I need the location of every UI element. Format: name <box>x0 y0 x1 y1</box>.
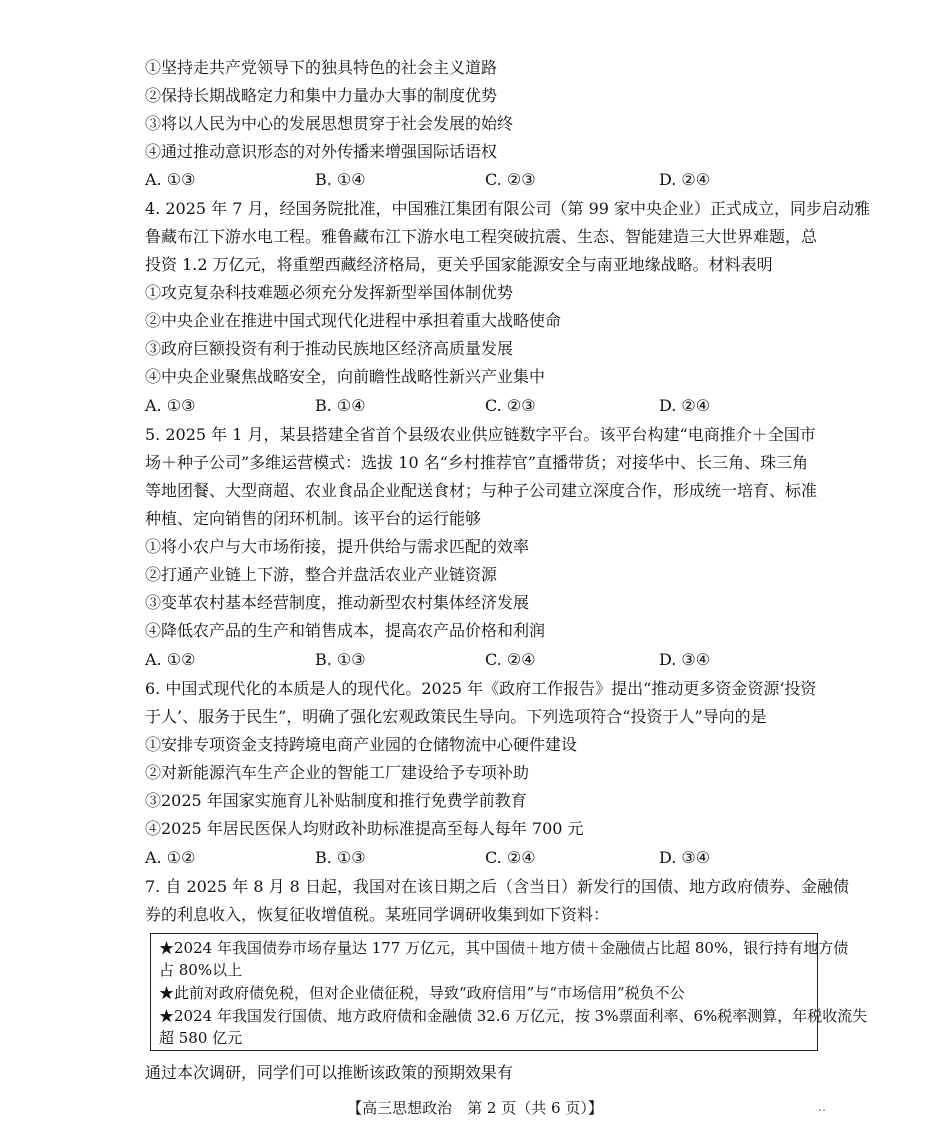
q5-item-4: ④降低农产品的生产和销售成本，提高农产品价格和利润 <box>145 621 546 640</box>
q3-item-3: ③将以人民为中心的发展思想贯穿于社会发展的始终 <box>145 114 514 133</box>
q5-item-1: ①将小农户与大市场衔接，提升供给与需求匹配的效率 <box>145 537 530 556</box>
q4-item-1: ①攻克复杂科技难题必须充分发挥新型举国体制优势 <box>145 283 514 302</box>
q7-material-box <box>150 933 868 1051</box>
q6-option-d: D. ③④ <box>659 848 711 867</box>
q4-item-3: ③政府巨额投资有利于推动民族地区经济高质量发展 <box>145 339 514 358</box>
q3-option-d: D. ②④ <box>659 170 711 189</box>
q4-options <box>145 395 845 417</box>
q5-option-a: A. ①② <box>145 650 196 669</box>
q3-item-2: ②保持长期战略定力和集中力量办大事的制度优势 <box>145 86 498 105</box>
q7-material-line-4: ★2024 年我国发行国债、地方政府债和金融债 32.6 万亿元，按 3%票面利率、6%税率测算，年税收流失 <box>159 1007 868 1025</box>
q7-material-line-3: ★此前对政府债免税，但对企业债征税，导致“政府信用”与“市场信用”税负不公 <box>159 984 685 1002</box>
q6-item-4: ④2025 年居民医保人均财政补助标准提高至每人每年 700 元 <box>145 819 584 838</box>
q4-stem-line-2: 鲁藏布江下游水电工程。雅鲁藏布江下游水电工程突破抗震、生态、智能建造三大世界难题，总 <box>145 227 818 246</box>
q4-stem-line-1: 4. 2025 年 7 月，经国务院批准，中国雅江集团有限公司（第 99 家中央企业）正式成立，同步启动雅 <box>145 199 871 218</box>
q6-options <box>145 847 845 869</box>
q5-stem-line-2: 场＋种子公司”多维运营模式：选拔 10 名“乡村推荐官”直播带货；对接华中、长三角、珠三角 <box>145 453 809 472</box>
q7-stem-line-2: 券的利息收入，恢复征收增值税。某班同学调研收集到如下资料： <box>145 905 610 924</box>
q4-item-2: ②中央企业在推进中国式现代化进程中承担着重大战略使命 <box>145 311 562 330</box>
q3-item-1: ①坚持走共产党领导下的独具特色的社会主义道路 <box>145 58 498 77</box>
q7-material-line-5: 超 580 亿元 <box>159 1029 243 1047</box>
corner-mark: ‥ <box>818 1100 827 1114</box>
q6-option-a: A. ①② <box>145 848 196 867</box>
q5-stem-line-1: 5. 2025 年 1 月，某县搭建全省首个县级农业供应链数字平台。该平台构建“电商推介＋全国市 <box>145 425 816 444</box>
q6-item-2: ②对新能源汽车生产企业的智能工厂建设给予专项补助 <box>145 763 530 782</box>
q7-stem-line-1: 7. 自 2025 年 8 月 8 日起，我国对在该日期之后（含当日）新发行的国债、地方政府债券、金融债 <box>145 877 849 896</box>
q5-item-3: ③变革农村基本经营制度，推动新型农村集体经济发展 <box>145 593 530 612</box>
q5-option-d: D. ③④ <box>659 650 711 669</box>
q6-item-1: ①安排专项资金支持跨境电商产业园的仓储物流中心硬件建设 <box>145 735 578 754</box>
q3-item-4: ④通过推动意识形态的对外传播来增强国际话语权 <box>145 142 498 161</box>
q5-options <box>145 649 845 671</box>
q6-stem-line-1: 6. 中国式现代化的本质是人的现代化。2025 年《政府工作报告》提出“推动更多资金资源‘投资 <box>145 679 817 698</box>
q5-option-c: C. ②④ <box>485 650 536 669</box>
q6-stem-line-2: 于人’、服务于民生”，明确了强化宏观政策民生导向。下列选项符合“投资于人”导向的是 <box>145 707 767 726</box>
q4-item-4: ④中央企业聚焦战略安全，向前瞻性战略性新兴产业集中 <box>145 367 546 386</box>
q4-stem-line-3: 投资 1.2 万亿元，将重塑西藏经济格局，更关乎国家能源安全与南亚地缘战略。材料表明 <box>145 255 773 274</box>
q4-option-a: A. ①③ <box>145 396 196 415</box>
q6-item-3: ③2025 年国家实施育儿补贴制度和推行免费学前教育 <box>145 791 527 810</box>
q7-material-line-2: 占 80%以上 <box>159 961 243 979</box>
q5-option-b: B. ①③ <box>315 650 366 669</box>
q4-option-b: B. ①④ <box>315 396 366 415</box>
q5-stem-line-3: 等地团餐、大型商超、农业食品企业配送食材；与种子公司建立深度合作，形成统一培育、标准 <box>145 481 818 500</box>
q7-material-line-1: ★2024 年我国债券市场存量达 177 万亿元，其中国债＋地方债＋金融债占比超 80%，银行持有地方债 <box>159 939 849 957</box>
q3-option-c: C. ②③ <box>485 170 536 189</box>
q5-stem-line-4: 种植、定向销售的闭环机制。该平台的运行能够 <box>145 509 482 528</box>
page-footer: 【高三思想政治 第 2 页（共 6 页）】 <box>347 1099 603 1117</box>
q6-option-c: C. ②④ <box>485 848 536 867</box>
q4-option-c: C. ②③ <box>485 396 536 415</box>
q5-item-2: ②打通产业链上下游，整合并盘活农业产业链资源 <box>145 565 498 584</box>
q7-tail: 通过本次调研，同学们可以推断该政策的预期效果有 <box>145 1063 514 1082</box>
q4-option-d: D. ②④ <box>659 396 711 415</box>
q3-option-b: B. ①④ <box>315 170 366 189</box>
q3-option-a: A. ①③ <box>145 170 196 189</box>
q3-options <box>145 169 845 191</box>
q6-option-b: B. ①③ <box>315 848 366 867</box>
